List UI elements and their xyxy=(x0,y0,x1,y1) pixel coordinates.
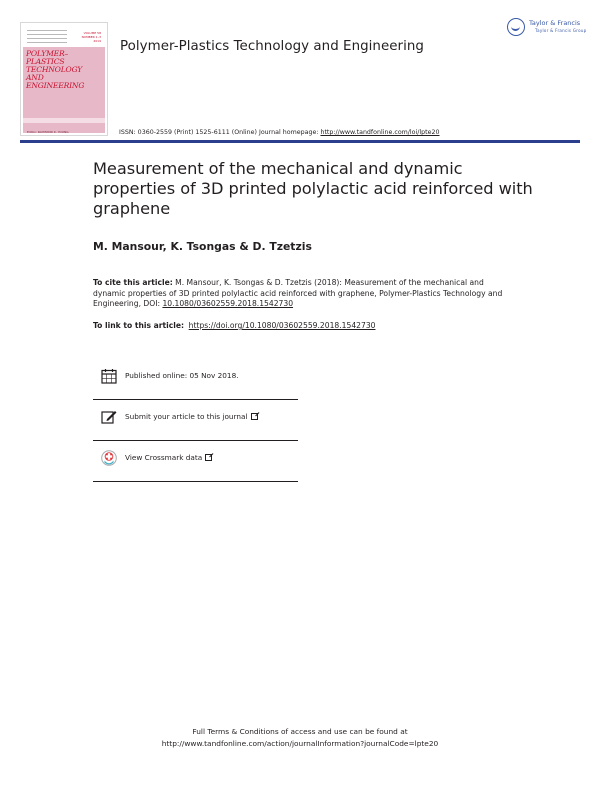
submit-article-link[interactable]: Submit your article to this journal xyxy=(125,412,258,421)
crossmark-link[interactable]: View Crossmark data xyxy=(125,453,212,462)
publisher-name: Taylor & Francis xyxy=(529,19,581,27)
journal-information-link[interactable]: http://www.tandfonline.com/action/journalInformation?journalCode=lpte20 xyxy=(161,739,439,748)
published-online-row xyxy=(93,360,298,400)
citation-block xyxy=(93,278,513,310)
cover-volume xyxy=(82,31,101,43)
edit-icon xyxy=(101,409,117,425)
article-link-label: To link to this article: xyxy=(93,321,187,330)
journal-homepage-link[interactable]: http://www.tandfonline.com/loi/lpte20 xyxy=(320,129,440,136)
terms-text: Full Terms & Conditions of access and use can be found at xyxy=(192,727,408,736)
cover-body xyxy=(23,47,105,133)
crossmark-row[interactable] xyxy=(93,442,298,482)
doi-link[interactable]: 10.1080/03602559.2018.1542730 xyxy=(162,299,294,308)
article-title: Measurement of the mechanical and dynamic properties of 3D printed polylactic acid reinforced with graphene xyxy=(93,159,533,218)
cover-volume-number: VOLUME 58 xyxy=(83,31,101,35)
issn-line xyxy=(119,129,440,136)
publisher-logo[interactable] xyxy=(507,14,587,40)
article-authors: M. Mansour, K. Tsongas & D. Tzetzis xyxy=(93,240,312,253)
cover-header xyxy=(23,25,105,45)
submit-article-row[interactable] xyxy=(93,401,298,441)
cover-editor: Editor: RAYMOND K. YOUNG xyxy=(27,130,69,134)
header-divider xyxy=(20,140,580,143)
journal-cover-image xyxy=(20,22,108,136)
issn-text: ISSN: 0360-2559 (Print) 1525-6111 (Online) Journal homepage: xyxy=(119,129,321,136)
publisher-subtitle: Taylor & Francis Group xyxy=(535,28,587,33)
citation-text: M. Mansour, K. Tsongas & D. Tzetzis (2018): Measurement of the mechanical and dynamic properties of 3D printed polylactic acid reinforced with graphene, Polymer-Plastics Technology and Engineering, DOI: xyxy=(93,278,503,308)
cover-issue-number: NUMBER 1–3 xyxy=(81,35,101,39)
publisher-logo-icon xyxy=(507,18,525,36)
article-link[interactable]: https://doi.org/10.1080/03602559.2018.1542730 xyxy=(188,321,376,330)
crossmark-icon xyxy=(101,450,117,466)
terms-footer xyxy=(0,726,600,750)
article-link-line xyxy=(93,321,375,330)
external-link-icon xyxy=(251,413,258,420)
cover-title: POLYMER–PLASTICS TECHNOLOGY AND ENGINEERING xyxy=(26,49,85,90)
journal-title: Polymer-Plastics Technology and Engineering xyxy=(120,39,424,54)
external-link-icon xyxy=(205,454,212,461)
cover-year: 2019 xyxy=(93,39,101,43)
calendar-icon xyxy=(101,368,117,384)
cover-footer xyxy=(23,118,105,134)
published-online-text: Published online: 05 Nov 2018. xyxy=(125,371,239,380)
citation-label: To cite this article: xyxy=(93,278,173,287)
